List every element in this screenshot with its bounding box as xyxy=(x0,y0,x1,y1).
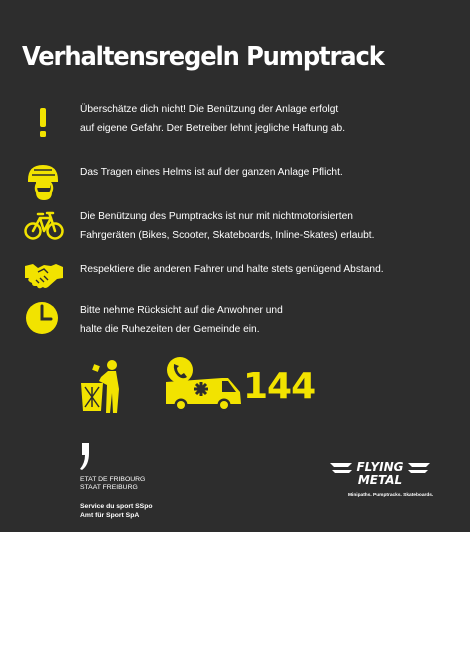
svg-text:METAL: METAL xyxy=(357,473,403,486)
rule-text: Überschätze dich nicht! Die Benützung der Anlage erfolgt auf eigene Gefahr. Der Betreiber lehnt jegliche Haftung ab. xyxy=(80,104,346,134)
helmet-icon xyxy=(24,162,64,202)
handshake-icon xyxy=(24,256,64,296)
rule-text: Respektiere die anderen Fahrer und halte stets genügend Abstand. xyxy=(80,264,384,275)
rule-text: Das Tragen eines Helms ist auf der ganzen Anlage Pflicht. xyxy=(80,167,343,178)
flying-metal-wordmark-logo xyxy=(330,460,430,486)
rule-text: Die Benützung des Pumptracks ist nur mit nichtmotorisierten Fahrgeräten (Bikes, Scooter, Skateboards, Inline-Skates) erlaubt. xyxy=(80,211,375,241)
service-name-de: Amt für Sport SpA xyxy=(80,512,140,519)
canton-mark-icon xyxy=(80,443,104,471)
exclamation-icon xyxy=(24,100,64,140)
bicycle-icon xyxy=(21,205,67,245)
emergency-number: 144 xyxy=(243,366,316,407)
ambulance-phone-icon xyxy=(164,356,244,412)
svg-text:FLYING: FLYING xyxy=(356,460,404,474)
canton-name-fr: ETAT DE FRIBOURG xyxy=(80,476,146,483)
canton-name-de: STAAT FREIBURG xyxy=(80,484,138,491)
trash-bin-icon xyxy=(79,359,125,415)
clock-icon xyxy=(24,298,64,338)
page-title: Verhaltensregeln Pumptrack xyxy=(22,42,384,72)
service-name-fr: Service du sport SSpo xyxy=(80,503,153,510)
rule-text: Bitte nehme Rücksicht auf die Anwohner und halte die Ruhezeiten der Gemeinde ein. xyxy=(80,305,283,335)
brand-tagline: Minipaths. Pumptracks. Skateboards. xyxy=(348,493,434,498)
